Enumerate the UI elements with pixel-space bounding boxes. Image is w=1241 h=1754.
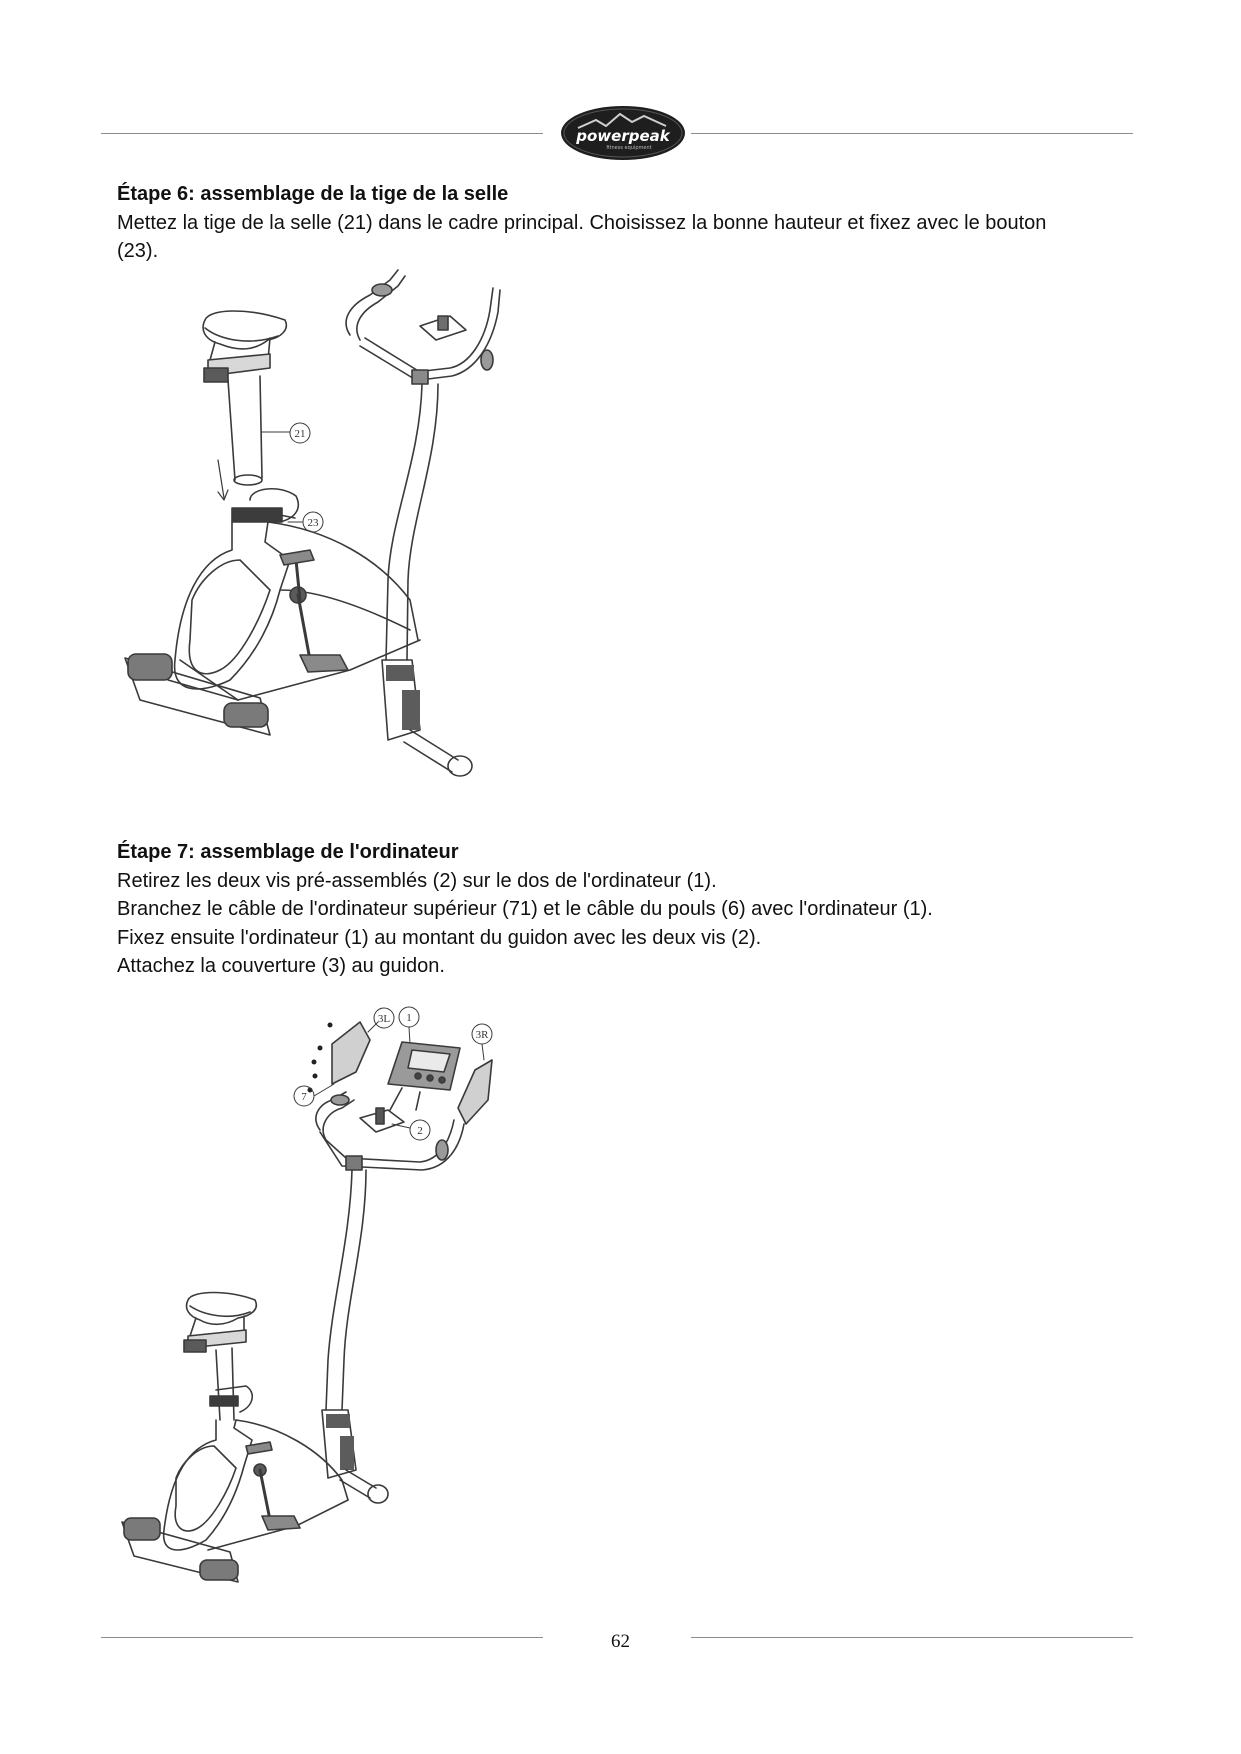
step6-title: Étape 6: assemblage de la tige de la selle — [117, 183, 509, 205]
step7-line-2: Branchez le câble de l'ordinateur supérieur (71) et le câble du pouls (6) avec l'ordinateur (1). — [117, 898, 933, 920]
step6-body-line2: (23). — [117, 240, 159, 262]
step7-line-1: Retirez les deux vis pré-assemblés (2) sur le dos de l'ordinateur (1). — [117, 869, 717, 892]
step6-callout-23: 23 — [307, 517, 319, 529]
page-number: 62 — [611, 1631, 630, 1652]
brand-logo-text: powerpeak — [576, 127, 670, 145]
step6-diagram — [120, 260, 500, 820]
step7-callout-2: 2 — [417, 1125, 423, 1137]
step7-callout-3R: 3R — [475, 1029, 489, 1041]
step7-diagram — [120, 1000, 520, 1580]
step7-section — [117, 838, 1137, 981]
step7-line-3: Fixez ensuite l'ordinateur (1) au montant du guidon avec les deux vis (2). — [117, 926, 762, 949]
step7-callout-3L: 3L — [377, 1013, 391, 1025]
step6-section — [117, 180, 1137, 266]
brand-logo-tagline: fitness equipment — [606, 145, 652, 151]
step6-callout-21: 21 — [294, 428, 306, 440]
header-rule-right — [691, 133, 1133, 134]
step7-line-4: Attachez la couverture (3) au guidon. — [117, 955, 445, 977]
header-rule-left — [101, 133, 543, 134]
step7-title: Étape 7: assemblage de l'ordinateur — [117, 841, 459, 863]
step7-callout-7: 7 — [301, 1091, 307, 1103]
step6-body-line1: Mettez la tige de la selle (21) dans le cadre principal. Choisissez la bonne hauteur et fixez avec le bouton — [117, 211, 1047, 234]
brand-logo — [558, 104, 688, 162]
step7-callout-1: 1 — [406, 1012, 412, 1024]
